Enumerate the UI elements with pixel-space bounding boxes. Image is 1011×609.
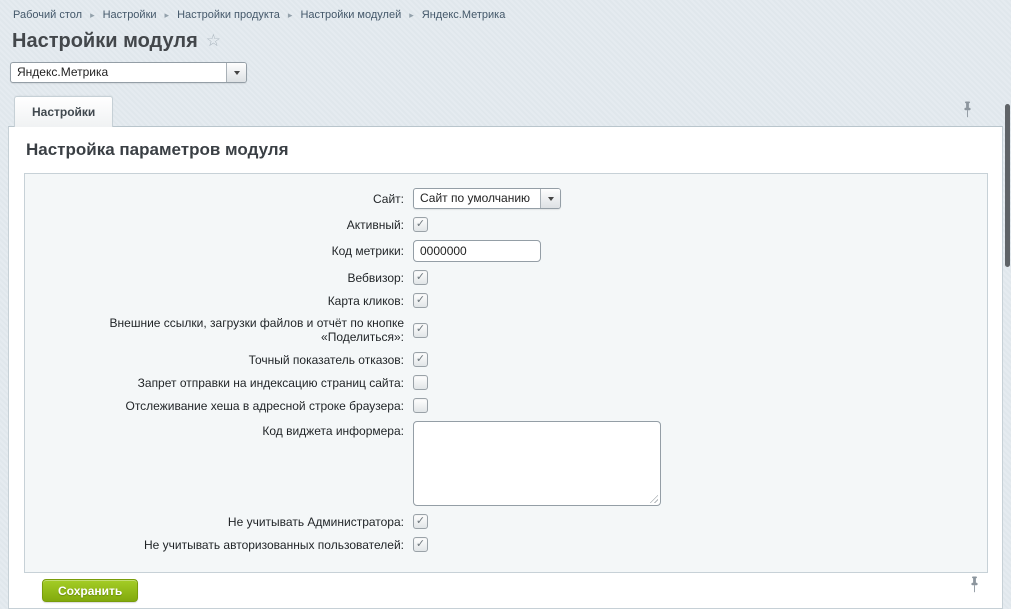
field-label: Код метрики: — [331, 244, 404, 258]
form-row — [25, 184, 987, 213]
form-row — [25, 236, 987, 266]
field-control — [413, 240, 541, 262]
checkmark-icon: ✓ — [415, 323, 426, 335]
field-label: Точный показатель отказов: — [248, 352, 404, 367]
form-row — [25, 510, 987, 533]
tab-strip — [8, 95, 1003, 126]
form-row — [25, 394, 987, 417]
chevron-down-icon — [234, 71, 240, 78]
scrollbar-thumb[interactable] — [1005, 104, 1010, 267]
field-control — [413, 537, 428, 552]
module-select-button[interactable] — [226, 63, 246, 82]
checkmark-icon: ✓ — [415, 537, 426, 550]
star-icon[interactable]: ☆ — [205, 31, 221, 50]
field-label: Внешние ссылки, загрузки файлов и отчёт по кнопке «Поделиться»: — [109, 316, 404, 344]
field-control — [413, 398, 428, 413]
pin-icon-bottom[interactable] — [969, 576, 980, 598]
field-label: Не учитывать авторизованных пользователей: — [143, 537, 404, 552]
checkbox[interactable] — [413, 375, 428, 390]
module-select-value: Яндекс.Метрика — [17, 65, 109, 79]
breadcrumb — [0, 0, 1011, 21]
field-control — [413, 270, 428, 285]
checkmark-icon: ✓ — [415, 352, 426, 365]
form-row — [25, 348, 987, 371]
breadcrumb-item[interactable]: Рабочий стол — [13, 9, 83, 21]
checkmark-icon: ✓ — [415, 217, 426, 230]
form-row — [25, 417, 987, 510]
checkbox[interactable] — [413, 352, 428, 367]
checkbox[interactable] — [413, 537, 428, 552]
module-settings-form — [24, 173, 988, 573]
field-control — [413, 421, 661, 506]
metrika-code-input[interactable] — [413, 240, 541, 262]
field-label: Вебвизор: — [347, 270, 404, 285]
field-control — [413, 293, 428, 308]
checkbox[interactable] — [413, 398, 428, 413]
checkbox[interactable] — [413, 270, 428, 285]
field-control — [413, 323, 428, 338]
field-label: Не учитывать Администратора: — [227, 514, 404, 529]
breadcrumb-separator-icon: ▸ — [409, 9, 414, 20]
form-row — [25, 213, 987, 236]
checkbox[interactable] — [413, 217, 428, 232]
resize-grip-icon[interactable] — [648, 493, 658, 503]
breadcrumb-separator-icon: ▸ — [287, 9, 293, 20]
save-button[interactable]: Сохранить — [42, 579, 138, 602]
field-control — [413, 352, 428, 367]
breadcrumb-item[interactable]: Яндекс.Метрика — [421, 9, 506, 21]
chevron-down-icon — [548, 197, 554, 204]
form-row — [25, 371, 987, 394]
breadcrumb-item[interactable]: Настройки модулей — [300, 9, 402, 21]
site-select-value: Сайт по умолчанию — [420, 191, 531, 205]
form-row — [25, 266, 987, 289]
field-label: Код виджета информера: — [262, 424, 404, 438]
form-row — [25, 533, 987, 556]
settings-panel — [8, 126, 1003, 609]
field-control — [413, 514, 428, 529]
tab-settings[interactable]: Настройки — [14, 96, 113, 127]
breadcrumb-separator-icon: ▸ — [164, 9, 170, 20]
checkbox[interactable] — [413, 323, 428, 338]
field-control — [413, 375, 428, 390]
checkmark-icon: ✓ — [415, 514, 426, 527]
breadcrumb-separator-icon: ▸ — [90, 9, 95, 20]
breadcrumb-item[interactable]: Настройки продукта — [177, 9, 280, 21]
informer-widget-code-textarea[interactable] — [413, 421, 661, 506]
site-select-button[interactable] — [540, 189, 560, 208]
module-select[interactable] — [10, 62, 247, 83]
checkmark-icon: ✓ — [415, 293, 426, 306]
page-title-row — [12, 30, 1011, 52]
field-label: Активный: — [346, 217, 404, 232]
page-title: Настройки модуля — [12, 30, 198, 52]
checkmark-icon: ✓ — [415, 270, 426, 283]
field-label: Сайт: — [372, 191, 404, 206]
pin-icon[interactable] — [962, 101, 973, 118]
panel-heading: Настройка параметров модуля — [26, 140, 289, 159]
field-control — [413, 217, 428, 232]
form-row — [25, 312, 987, 348]
breadcrumb-item[interactable]: Настройки — [102, 9, 157, 21]
checkbox[interactable] — [413, 293, 428, 308]
field-label: Запрет отправки на индексацию страниц сайта: — [137, 375, 404, 390]
field-control — [413, 188, 561, 209]
checkbox[interactable] — [413, 514, 428, 529]
field-label: Карта кликов: — [327, 293, 404, 308]
form-row — [25, 289, 987, 312]
field-label: Отслеживание хеша в адресной строке браузера: — [125, 398, 404, 413]
site-select[interactable] — [413, 188, 561, 209]
